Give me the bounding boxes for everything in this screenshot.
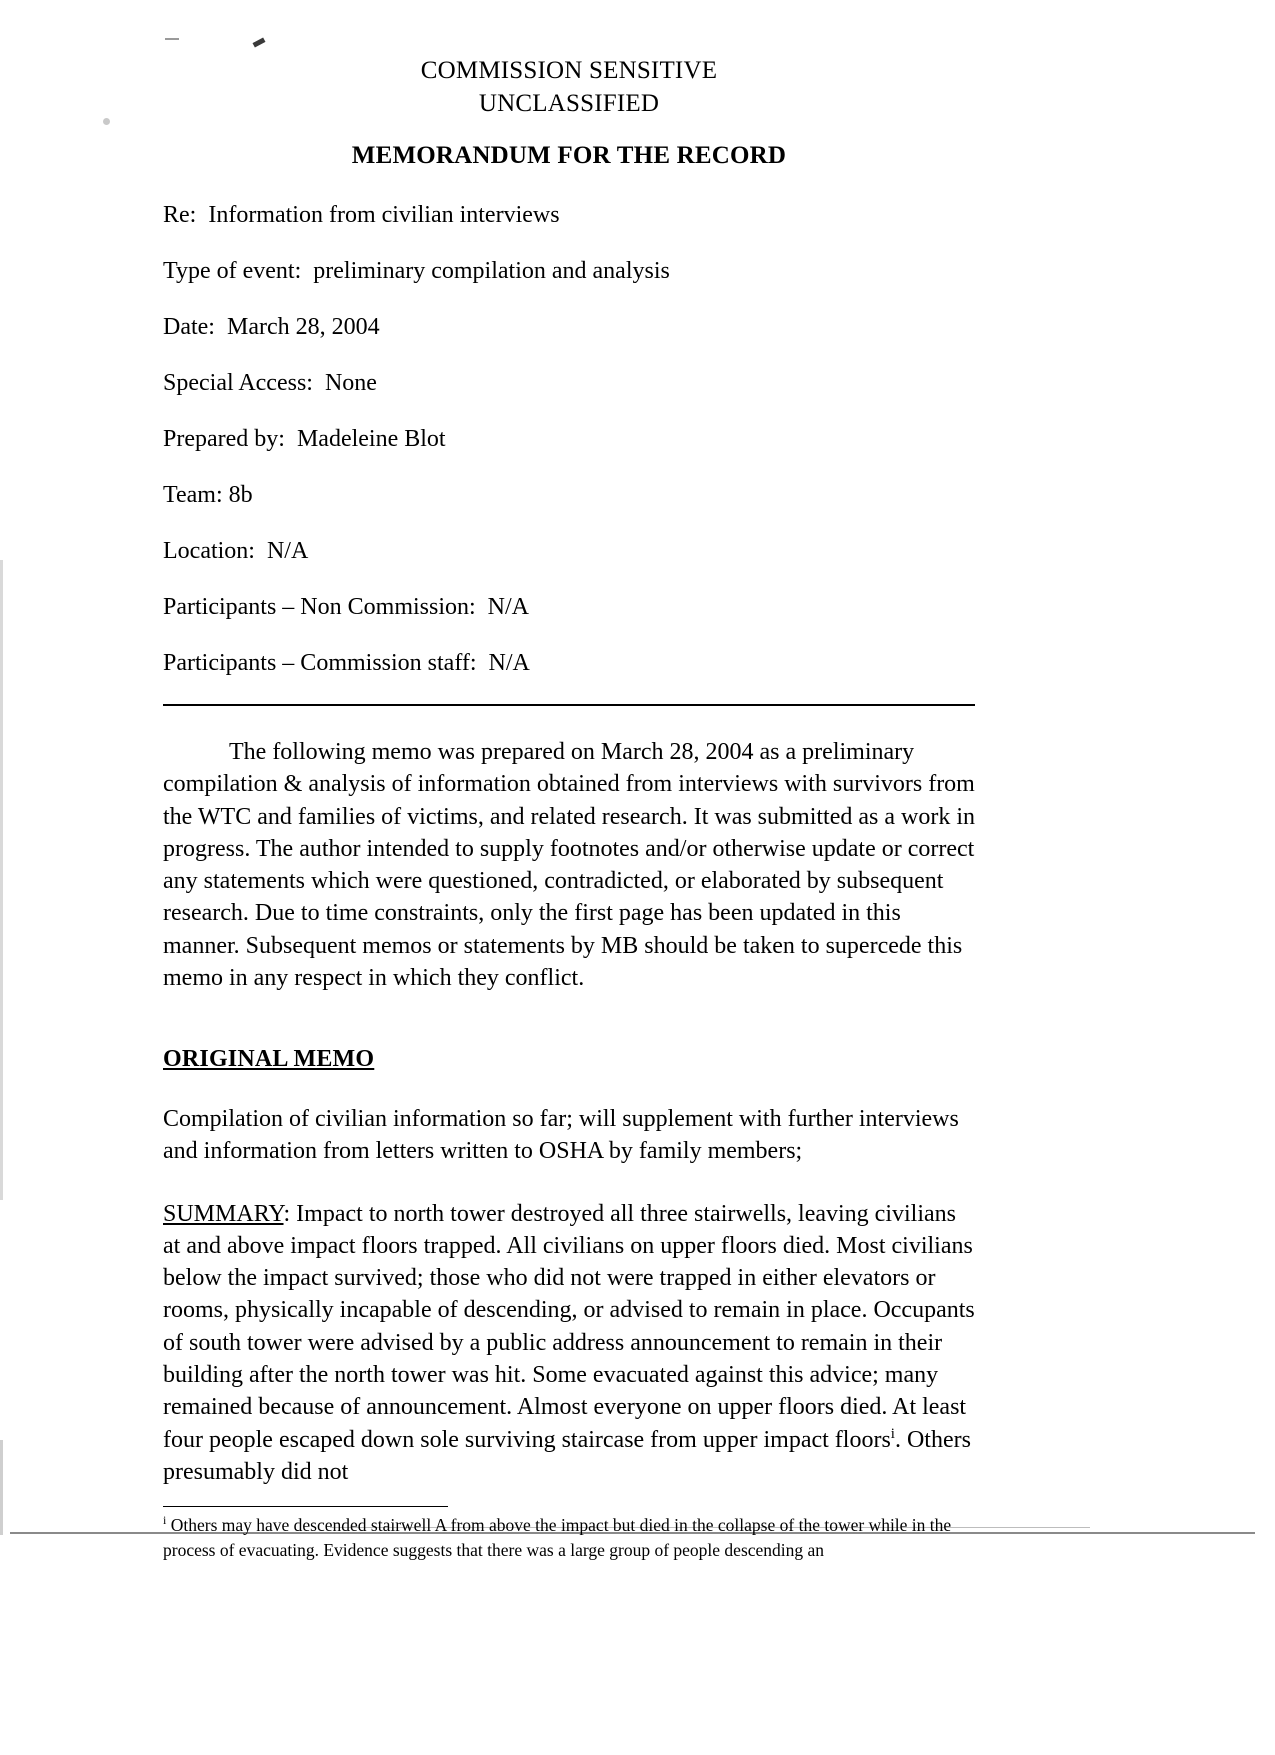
field-team: Team: 8b: [163, 482, 253, 508]
horizontal-divider: [163, 704, 975, 706]
footnote-separator: [163, 1506, 448, 1507]
memo-fields: [163, 200, 975, 678]
footnote: [163, 1513, 975, 1564]
summary-label: SUMMARY: [163, 1200, 284, 1227]
field-participants-commission-staff: Participants – Commission staff: N/A: [163, 650, 530, 676]
field-re: Re: Information from civilian interviews: [163, 202, 560, 228]
page-title: MEMORANDUM FOR THE RECORD: [351, 142, 787, 169]
scan-edge-artifact-left-lower: [0, 1440, 3, 1535]
summary-text-part-2: . Others presumably did not: [163, 1426, 971, 1485]
compilation-paragraph: Compilation of civilian information so far; will supplement with further interviews and information from letters written to OSHA by family members;: [163, 1106, 959, 1165]
classification-line-1: COMMISSION SENSITIVE: [420, 57, 718, 84]
field-location: Location: N/A: [163, 538, 309, 564]
scan-artifact-mark-2: [253, 37, 266, 47]
field-type-of-event: Type of event: preliminary compilation and analysis: [163, 258, 670, 284]
preface-paragraph: The following memo was prepared on March 28, 2004 as a preliminary compilation & analysis of information obtained from interviews with survivors from the WTC and families of victims, and related research. It was submitted as a work in progress. The author intended to supply footnotes and/or otherwise update or correct any statements which were questioned, contradicted, or elaborated by subsequent research. Due to time constraints, only the first page has been updated in this manner. Subsequent memos or statements by MB should be taken to supercede this memo in any respect in which they conflict.: [163, 739, 975, 991]
scan-edge-artifact-left: [0, 560, 3, 1200]
field-prepared-by: Prepared by: Madeleine Blot: [163, 426, 446, 452]
footnote-text: Others may have descended stairwell A from above the impact but died in the collapse of the tower while in the process of evacuating. Evidence suggests that there was a large group of people descending an: [163, 1515, 952, 1561]
footnote-reference-marker: i: [890, 1425, 895, 1442]
footnote-marker: i: [163, 1513, 167, 1528]
scan-artifact-mark: [165, 38, 179, 40]
scan-artifact-dot: [103, 118, 110, 125]
summary-text-part-1: : Impact to north tower destroyed all three stairwells, leaving civilians at and above impact floors trapped. All civilians on upper floors died. Most civilians below the impact survived; those who did not were trapped in either elevators or rooms, physically incapable of descending, or advised to remain in place. Occupants of south tower were advised by a public address announcement to remain in their building after the north tower was hit. Some evacuated against this advice; many remained because of announcement. Almost everyone on upper floors died. At least four people escaped down sole surviving staircase from upper impact floors: [163, 1200, 975, 1453]
field-participants-non-commission: Participants – Non Commission: N/A: [163, 594, 529, 620]
classification-line-2: UNCLASSIFIED: [478, 89, 660, 117]
field-special-access: Special Access: None: [163, 370, 377, 396]
original-memo-heading: ORIGINAL MEMO: [163, 1046, 375, 1073]
field-date: Date: March 28, 2004: [163, 314, 380, 340]
summary-paragraph: [163, 1198, 975, 1488]
classification-header: [163, 55, 975, 120]
document-content: [163, 55, 975, 1564]
